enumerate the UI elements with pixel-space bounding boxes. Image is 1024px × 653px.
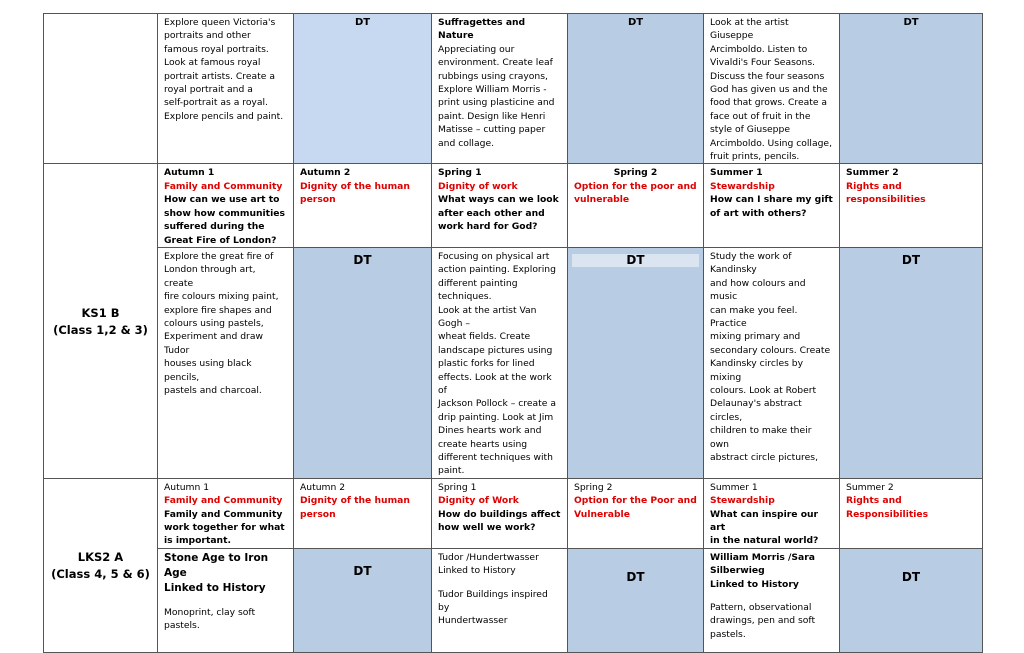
term-name: Summer 2: [846, 167, 899, 179]
table-row: [44, 478, 983, 548]
cell-text: Study the work of Kandinsky and how colours and music can make you feel. Practice mixing primary and secondary colours. Create Kandinsky circles by mixing colours. Look at Robert Delaunay's abstract circles, children to make their own abstract circle pictures,: [710, 250, 831, 463]
table-row: [44, 14, 983, 164]
term-question: Family and Community work together for what is important.: [164, 508, 285, 547]
class-numbers: (Class 1,2 & 3): [53, 323, 148, 338]
dt-label: DT: [353, 252, 372, 267]
content-cell: [432, 548, 568, 652]
term-header-cell: [158, 478, 294, 548]
dt-label: DT: [354, 17, 371, 28]
dt-label: DT: [626, 252, 645, 267]
term-theme: Rights and responsibilities: [846, 180, 926, 206]
term-question: How can I share my gift of art with others?: [710, 194, 833, 219]
curriculum-table: [43, 13, 983, 653]
class-name: KS1 B: [81, 306, 120, 321]
term-theme: Family and Community: [164, 180, 283, 192]
content-cell: [432, 247, 568, 478]
term-question: What can inspire our art in the natural world?: [710, 508, 819, 547]
cell-title: Suffragettes and Nature: [438, 17, 526, 42]
dt-cell: [294, 14, 432, 164]
dt-label: DT: [627, 17, 644, 28]
class-label-cell: [44, 14, 158, 164]
dt-label: DT: [903, 17, 919, 28]
cell-text: Explore queen Victoria's portraits and other famous royal portraits. Look at famous royal portrait artists. Create a royal portrait and a self-portrait as a royal. Explore pencils and paint.: [164, 17, 284, 122]
term-theme: Rights and Responsibilities: [846, 495, 929, 520]
dt-cell: [840, 247, 983, 478]
content-cell: [158, 14, 294, 164]
dt-cell: [840, 548, 983, 652]
table-row: [44, 548, 983, 652]
dt-label: DT: [901, 252, 921, 267]
term-name: Autumn 2: [300, 481, 346, 493]
class-numbers: (Class 4, 5 & 6): [51, 567, 150, 582]
cell-text: Appreciating our environment. Create leaf rubbings using crayons, Explore William Morris - print using plasticine and paint. Design like Henri Matisse – cutting paper and collage.: [438, 43, 555, 149]
cell-text: Explore the great fire of London through art, create fire colours mixing paint, explore fire shapes and colours using pastels, Experiment and draw Tudor houses using black pencils, pastels and charcoal.: [164, 250, 279, 396]
dt-cell: [568, 247, 704, 478]
term-header-cell: [840, 164, 983, 247]
term-theme: Stewardship: [710, 495, 775, 507]
term-name: Spring 2: [574, 481, 613, 493]
cell-text: Focusing on physical art action painting. Exploring different painting techniques. Look at the artist Van Gogh – wheat fields. Create landscape pictures using plastic forks for lined effects. Look at the work of Jackson Pollock – create a drip painting. Look at Jim Dines hearts work and create hearts using different techniques with paint.: [438, 250, 556, 477]
cell-title: Tudor /Hundertwasser Linked to History: [438, 551, 539, 577]
term-theme: Family and Community: [164, 495, 283, 507]
table-row: [44, 247, 983, 478]
dt-cell: [294, 548, 432, 652]
content-cell: [158, 548, 294, 652]
cell-text: Monoprint, clay soft pastels.: [164, 606, 256, 632]
dt-label: DT: [353, 563, 372, 578]
term-theme: Dignity of the human person: [300, 180, 410, 206]
dt-label: DT: [626, 569, 645, 584]
cell-title: Stone Age to Iron Age Linked to History: [164, 551, 269, 594]
term-name: Autumn 2: [300, 167, 351, 179]
term-name: Autumn 1: [164, 481, 210, 493]
content-cell: [432, 14, 568, 164]
term-theme: Option for the poor and vulnerable: [574, 180, 697, 206]
content-cell: [704, 548, 840, 652]
dt-cell: [840, 14, 983, 164]
term-question: How can we use art to show how communities suffered during the Great Fire of London?: [164, 194, 285, 246]
term-name: Spring 1: [438, 481, 477, 493]
term-name: Summer 1: [710, 167, 763, 179]
term-header-cell: [704, 164, 840, 247]
term-theme: Dignity of the human person: [300, 495, 410, 520]
dt-cell: [568, 548, 704, 652]
content-cell: [704, 247, 840, 478]
dt-cell: [568, 14, 704, 164]
term-theme: Stewardship: [710, 180, 775, 192]
term-header-cell: [568, 478, 704, 548]
content-cell: [158, 247, 294, 478]
term-header-cell: [840, 478, 983, 548]
term-question: What ways can we look after each other and work hard for God?: [438, 194, 559, 233]
content-cell: [704, 14, 840, 164]
term-theme: Dignity of Work: [438, 495, 519, 507]
cell-text: Pattern, observational drawings, pen and soft pastels.: [710, 602, 816, 640]
class-label-cell: [44, 164, 158, 478]
dt-label: DT: [901, 569, 921, 584]
term-header-cell: [704, 478, 840, 548]
term-name: Spring 2: [613, 167, 658, 179]
class-name: LKS2 A: [77, 550, 124, 565]
term-header-cell: [294, 164, 432, 247]
term-header-cell: [432, 164, 568, 247]
term-header-cell: [568, 164, 704, 247]
cell-text: Look at the artist Giuseppe Arcimboldo. Listen to Vivaldi's Four Seasons. Discuss the four seasons God has given us and the food that grows. Create a face out of fruit in the style of Giuseppe Arcimboldo. Using collage, fruit prints, pencils.: [710, 17, 833, 163]
term-name: Summer 2: [846, 481, 894, 493]
dt-cell: [294, 247, 432, 478]
cell-title: William Morris /Sara Silberwieg Linked to History: [710, 551, 815, 590]
term-header-cell: [432, 478, 568, 548]
term-question: How do buildings affect how well we work?: [438, 508, 561, 534]
term-theme: Dignity of work: [438, 180, 518, 192]
term-name: Spring 1: [438, 167, 482, 179]
class-label-cell: [44, 478, 158, 652]
term-theme: Option for the Poor and Vulnerable: [574, 495, 697, 520]
table-row: [44, 164, 983, 247]
term-header-cell: [158, 164, 294, 247]
term-header-cell: [294, 478, 432, 548]
term-name: Autumn 1: [164, 167, 215, 179]
cell-text: Tudor Buildings inspired by Hundertwasser: [438, 588, 548, 627]
term-name: Summer 1: [710, 481, 758, 493]
